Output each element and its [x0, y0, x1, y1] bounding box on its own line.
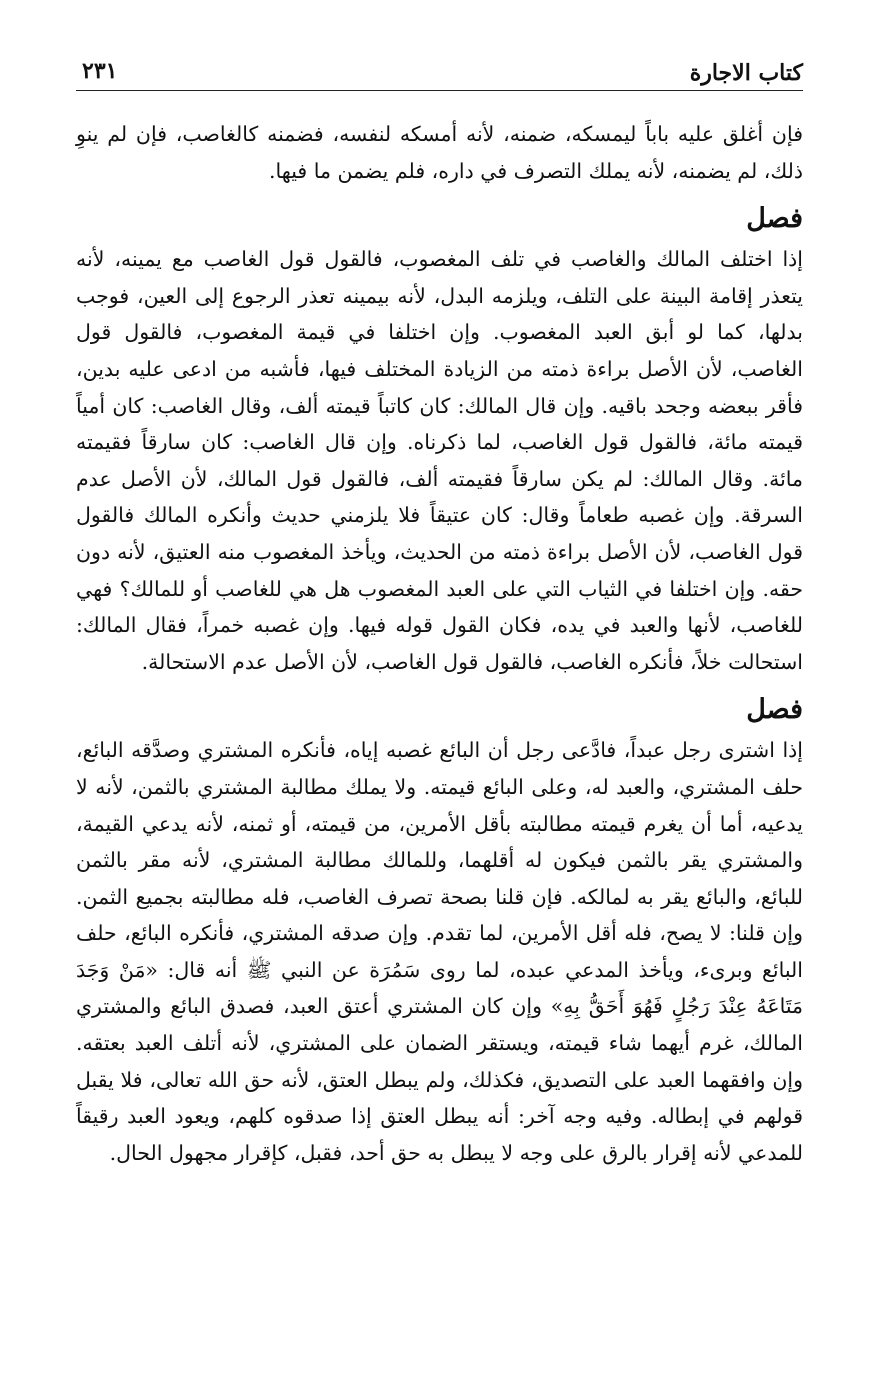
section-heading-1: فصل [746, 203, 803, 235]
paragraph-section-2: إذا اشترى رجل عبداً، فادَّعى رجل أن البائع غصبه إياه، فأنكره المشتري وصدَّقه البائع، حلف المشتري، والعبد له، وعلى البائع قيمته. ولا يملك مطالبة المشتري بالثمن، لأنه لا يدعيه، أما أن يغرم قيمته مطالبته بأقل الأمرين، من قيمته، أو ثمنه، لأنه يدعي القيمة، والمشتري يقر بالثمن فيكون له أقلهما، وللمالك مطالبة المشتري، لأنه مقر بالثمن للبائع، والبائع يقر به لمالكه. فإن قلنا بصحة تصرف الغاصب، فله مطالبته بجميع الثمن. وإن قلنا: لا يصح، فله أقل الأمرين، لما تقدم. وإن صدقه المشتري، فأنكره البائع، حلف البائع وبرىء، ويأخذ المدعي عبده، لما روى سَمُرَة عن النبي ﷺ أنه قال: «مَنْ وَجَدَ مَتَاعَهُ عِنْدَ رَجُلٍ فَهُوَ أَحَقُّ بِهِ» وإن كان المشتري أعتق العبد، فصدق البائع والمشتري المالك، غرم أيهما شاء قيمته، ويستقر الضمان على المشتري، لأنه أتلف العبد بعتقه. وإن وافقهما العبد على التصديق، فكذلك، ولم يبطل العتق، لأنه حق الله تعالى، فلا يقبل قولهم في إبطاله. وفيه وجه آخر: أنه يبطل العتق إذا صدقوه كلهم، ويعود العبد رقيقاً للمدعي لأنه إقرار بالرق على وجه لا يبطل به حق أحد، فقبل، كإقرار مجهول الحال. [76, 738, 803, 1165]
book-title: كتاب الاجارة [689, 60, 803, 86]
page-number: ٢٣١ [82, 58, 118, 84]
running-header [76, 56, 803, 91]
section-heading-2: فصل [746, 694, 803, 726]
body-text [76, 116, 803, 1171]
paragraph-section-1: إذا اختلف المالك والغاصب في تلف المغصوب، فالقول قول الغاصب مع يمينه، لأنه يتعذر إقامة البينة على التلف، ويلزمه البدل، لأنه بيمينه تعذر الرجوع إلى العين، فوجب بدلها، كما لو أبق العبد المغصوب. وإن اختلفا في قيمة المغصوب، فالقول قول الغاصب، لأن الأصل براءة ذمته من الزيادة المختلف فيها، فأشبه من ادعى عليه بدين، فأقر ببعضه وجحد باقيه. وإن قال المالك: كان كاتباً قيمته ألف، وقال الغاصب: كان أمياً قيمته مائة، فالقول قول الغاصب، لما ذكرناه. وإن قال الغاصب: كان سارقاً فقيمته مائة. وقال المالك: لم يكن سارقاً فقيمته ألف، فالقول قول المالك، لأن الأصل عدم السرقة. وإن غصبه طعاماً وقال: كان عتيقاً فلا يلزمني حديث وأنكره المالك فالقول قول الغاصب، لأن الأصل براءة ذمته من الحديث، ويأخذ المغصوب منه العتيق، لأنه دون حقه. وإن اختلفا في الثياب التي على العبد المغصوب هل هي للغاصب أو للمالك؟ فهي للغاصب، لأنها والعبد في يده، فكان القول قوله فيها. وإن غصبه خمراً، فقال المالك: استحالت خلاً، فأنكره الغاصب، فالقول قول الغاصب، لأن الأصل عدم الاستحالة. [76, 247, 803, 674]
paragraph-intro: فإن أغلق عليه باباً ليمسكه، ضمنه، لأنه أمسكه لنفسه، فضمنه كالغاصب، فإن لم ينوِ ذلك، لم يضمنه، لأنه يملك التصرف في داره، فلم يضمن ما فيها. [76, 122, 803, 183]
